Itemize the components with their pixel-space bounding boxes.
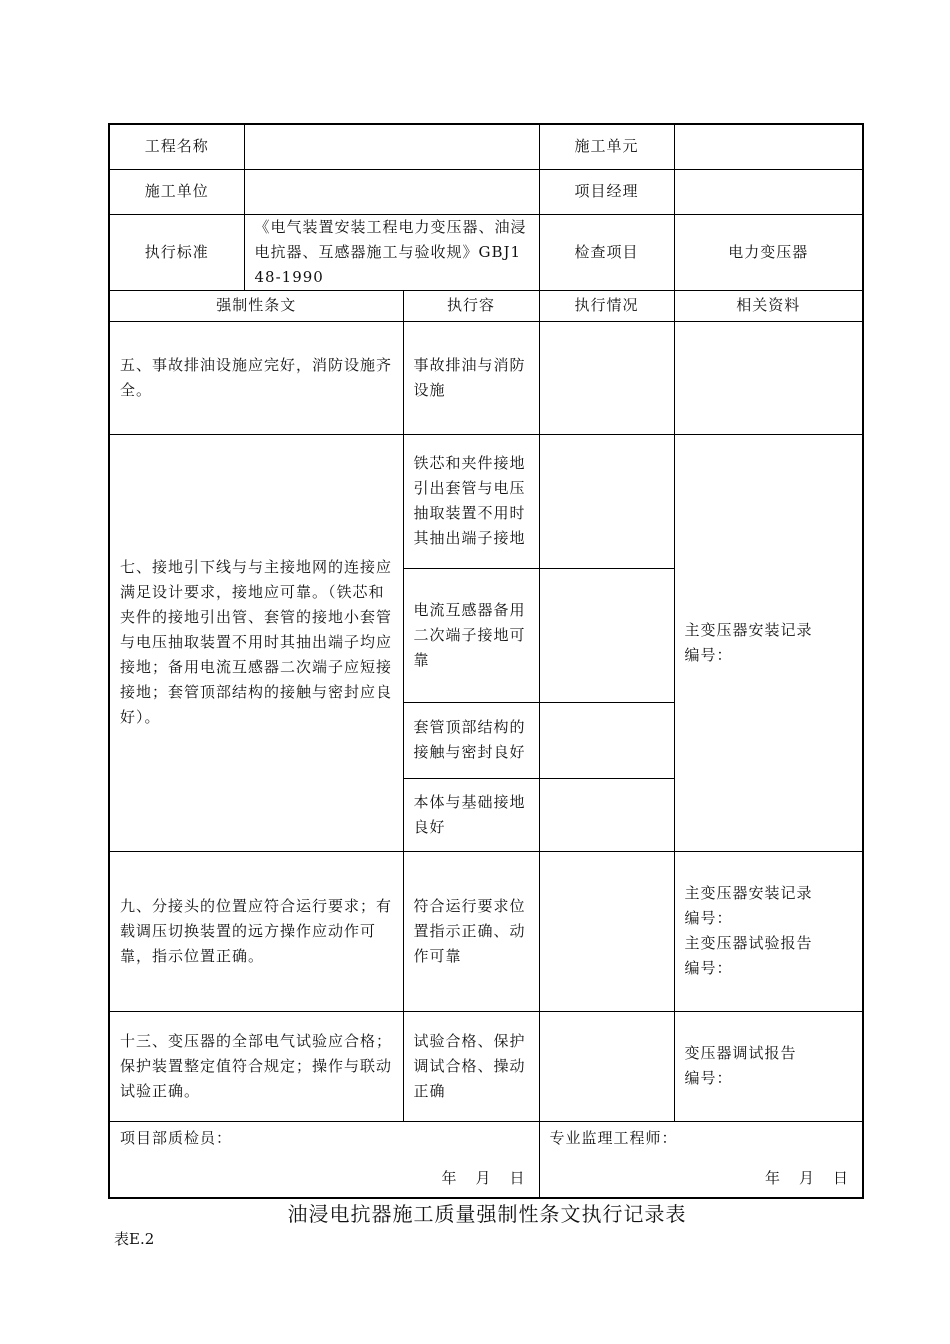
clause-row-9: 九、分接头的位置应符合运行要求；有载调压切换装置的远方操作应动作可靠，指示位置正确。 bbox=[109, 851, 403, 1011]
signature-left bbox=[109, 1121, 403, 1198]
table-number: 表E.2 bbox=[114, 1230, 155, 1248]
manager-label: 项目经理 bbox=[539, 169, 674, 214]
project-name-label: 工程名称 bbox=[109, 124, 244, 169]
contractor-value bbox=[244, 169, 539, 214]
column-header-status: 执行情况 bbox=[539, 290, 674, 321]
project-name-value bbox=[244, 124, 539, 169]
content-row-7-c: 套管顶部结构的接触与密封良好 bbox=[403, 702, 539, 778]
supervisor-label: 专业监理工程师： bbox=[549, 1128, 678, 1147]
status-row-7-a bbox=[539, 434, 674, 568]
status-row-7-b bbox=[539, 568, 674, 702]
standard-label: 执行标准 bbox=[109, 214, 244, 290]
status-row-13 bbox=[539, 1011, 674, 1121]
qc-inspector-label: 项目部质检员： bbox=[120, 1128, 233, 1147]
clause-row-5: 五、事故排油设施应完好，消防设施齐全。 bbox=[109, 321, 403, 434]
status-row-5 bbox=[539, 321, 674, 434]
status-row-9 bbox=[539, 851, 674, 1011]
supervisor-date: 年 月 日 bbox=[764, 1169, 850, 1187]
clause-row-7: 七、接地引下线与与主接地网的连接应满足设计要求，接地应可靠。（铁芯和夹件的接地引出管、套管的接地小套管与电压抽取装置不用时其抽出端子均应接地；备用电流互感器二次端子应短接接地；套管顶部结构的接触与密封应良好）。 bbox=[109, 434, 403, 851]
material-row-5 bbox=[674, 321, 863, 434]
column-header-material: 相关资料 bbox=[674, 290, 863, 321]
document-title: 油浸电抗器施工质量强制性条文执行记录表 bbox=[287, 1202, 687, 1226]
content-row-5: 事故排油与消防设施 bbox=[403, 321, 539, 434]
content-row-7-d: 本体与基础接地良好 bbox=[403, 778, 539, 851]
column-header-content: 执行容 bbox=[403, 290, 539, 321]
inspection-label: 检查项目 bbox=[539, 214, 674, 290]
content-row-7-a: 铁芯和夹件接地引出套管与电压抽取装置不用时其抽出端子接地 bbox=[403, 434, 539, 568]
unit-label: 施工单元 bbox=[539, 124, 674, 169]
material-row-9: 主变压器安装记录 编号： 主变压器试验报告 编号： bbox=[674, 851, 863, 1011]
inspection-value: 电力变压器 bbox=[674, 214, 863, 290]
content-row-7-b: 电流互感器备用二次端子接地可靠 bbox=[403, 568, 539, 702]
contractor-label: 施工单位 bbox=[109, 169, 244, 214]
content-row-13: 试验合格、保护调试合格、操动正确 bbox=[403, 1011, 539, 1121]
signature-left-date-cell bbox=[403, 1121, 539, 1198]
signature-right bbox=[539, 1121, 863, 1198]
clause-row-13: 十三、变压器的全部电气试验应合格；保护装置整定值符合规定；操作与联动试验正确。 bbox=[109, 1011, 403, 1121]
unit-value bbox=[674, 124, 863, 169]
status-row-7-d bbox=[539, 778, 674, 851]
material-row-7: 主变压器安装记录 编号： bbox=[674, 434, 863, 851]
column-header-clause: 强制性条文 bbox=[109, 290, 403, 321]
record-table bbox=[108, 123, 864, 1199]
standard-value: 《电气装置安装工程电力变压器、油浸电抗器、互感器施工与验收规》GBJ148-1990 bbox=[244, 214, 539, 290]
content-row-9: 符合运行要求位置指示正确、动作可靠 bbox=[403, 851, 539, 1011]
qc-inspector-date: 年 月 日 bbox=[441, 1169, 527, 1187]
status-row-7-c bbox=[539, 702, 674, 778]
material-row-13: 变压器调试报告 编号： bbox=[674, 1011, 863, 1121]
manager-value bbox=[674, 169, 863, 214]
